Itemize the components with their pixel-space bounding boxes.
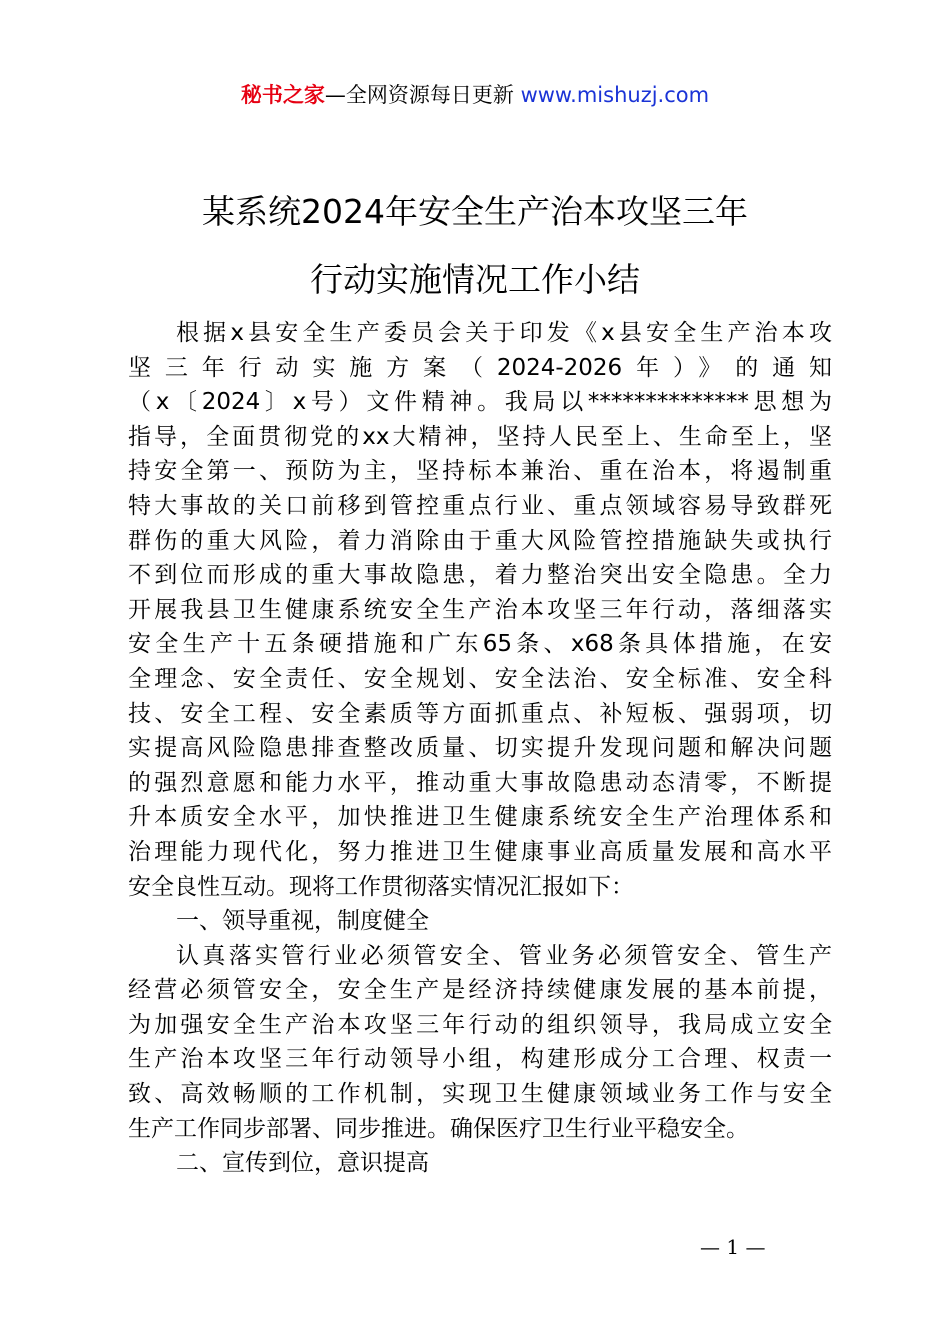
paragraph-line: 群伤的重大风险，着力消除由于重大风险管控措施缺失或执行 (128, 527, 832, 554)
paragraph-line: 升本质安全水平，加快推进卫生健康系统安全生产治理体系和 (128, 804, 832, 831)
paragraph-line: 持安全第一、预防为主，坚持标本兼治、重在治本，将遏制重 (128, 458, 832, 485)
brand-name: 秘书之家 (240, 83, 325, 107)
paragraph-line: 认真落实管行业必须管安全、管业务必须管安全、管生产 (176, 942, 832, 969)
paragraph-line: 的强烈意愿和能力水平，推动重大事故隐患动态清零，不断提 (128, 769, 832, 796)
paragraph-line: 开展我县卫生健康系统安全生产治本攻坚三年行动，落细落实 (128, 596, 832, 623)
paragraph-line: 治理能力现代化，努力推进卫生健康事业高质量发展和高水平 (128, 838, 832, 865)
paragraph-line: 指导，全面贯彻党的xx大精神，坚持人民至上、生命至上，坚 (128, 423, 832, 450)
site-header (0, 78, 950, 112)
paragraph-line: 经营必须管安全，安全生产是经济持续健康发展的基本前提， (128, 977, 832, 1004)
paragraph-line: 实提高风险隐患排查整改质量、切实提升发现问题和解决问题 (128, 735, 832, 762)
section-heading-2: 二、宣传到位，意识提高 (176, 1150, 429, 1177)
paragraph-line: 全理念、安全责任、安全规划、安全法治、安全标准、安全科 (128, 665, 832, 692)
paragraph-line: 生产治本攻坚三年行动领导小组，构建形成分工合理、权责一 (128, 1046, 832, 1073)
page-number: — 1 — (700, 1235, 766, 1259)
paragraph-line: 根据x县安全生产委员会关于印发《x县安全生产治本攻 (176, 320, 832, 346)
paragraph-line: 不到位而形成的重大事故隐患，着力整治突出安全隐患。全力 (128, 562, 832, 589)
paragraph-line: 生产工作同步部署、同步推进。确保医疗卫生行业平稳安全。 (128, 1115, 749, 1142)
website-url[interactable]: www.mishuzj.com (520, 83, 710, 107)
paragraph-line: 特大事故的关口前移到管控重点行业、重点领域容易导致群死 (128, 492, 832, 519)
paragraph-line: 安全生产十五条硬措施和广东65条、x68条具体措施，在安 (128, 631, 832, 658)
section-heading-1: 一、领导重视，制度健全 (176, 908, 429, 935)
paragraph-line: 技、安全工程、安全素质等方面抓重点、补短板、强弱项，切 (128, 700, 832, 727)
header-slogan: —全网资源每日更新 (324, 83, 521, 107)
paragraph-line: （x〔2024〕x号）文件精神。我局以**************思想为 (128, 389, 832, 416)
document-title-line-2: 行动实施情况工作小结 (310, 260, 640, 299)
paragraph-line: 坚三年行动实施方案（2024-2026年）》的通知 (128, 354, 832, 381)
paragraph-line: 安全良性互动。现将工作贯彻落实情况汇报如下： (128, 873, 634, 900)
paragraph-line: 致、高效畅顺的工作机制，实现卫生健康领域业务工作与安全 (128, 1081, 832, 1108)
paragraph-line: 为加强安全生产治本攻坚三年行动的组织领导，我局成立安全 (128, 1011, 832, 1038)
document-body (128, 316, 832, 1181)
document-title-line-1: 某系统2024年安全生产治本攻坚三年 (202, 192, 748, 231)
